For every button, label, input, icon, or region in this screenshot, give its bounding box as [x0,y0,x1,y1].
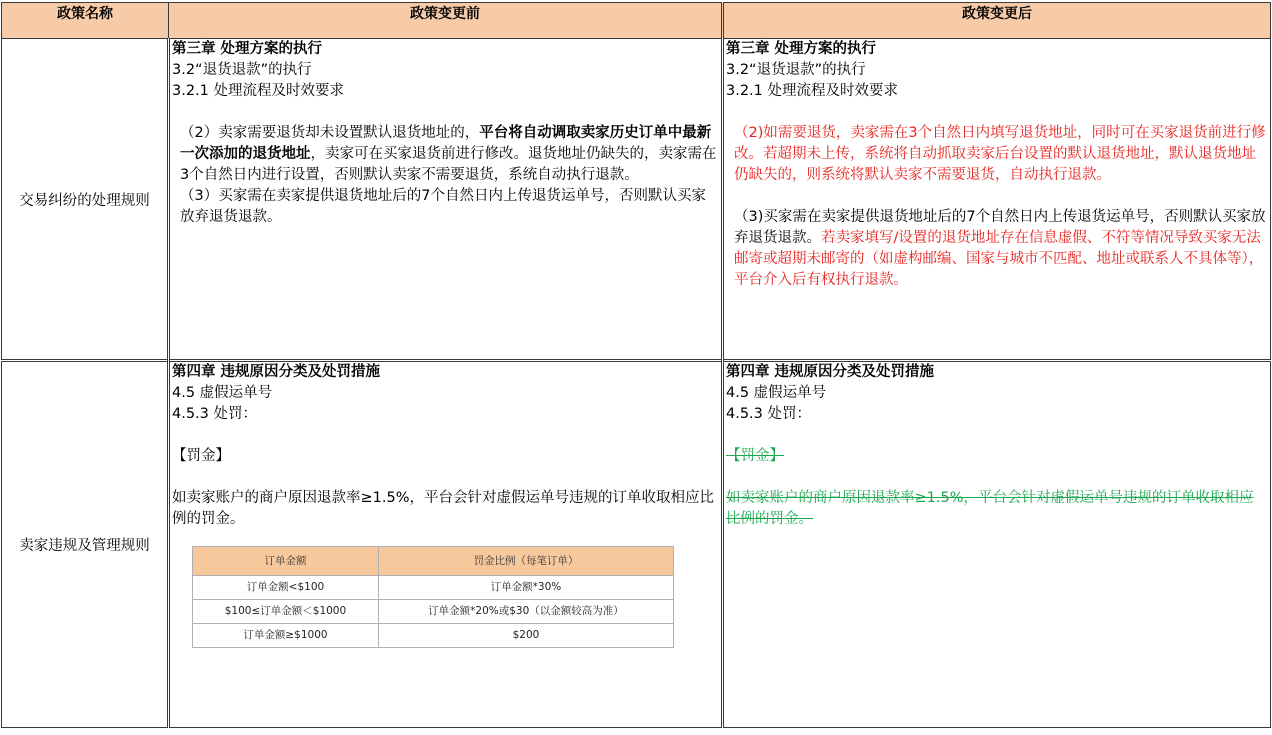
clause-3: （3）买家需在卖家提供退货地址后的7个自然日内上传退货运单号，否则默认买家放弃退货退款。 [180,188,706,225]
before-change-cell [169,361,723,728]
deleted-fine-title: 【罚金】 [726,448,784,464]
fine-title: 【罚金】 [172,448,230,464]
subsection-heading: 4.5.3 处罚： [172,406,258,422]
fine-cell-ratio: 订单金额*30% [378,576,673,600]
clause-2-revised: （2)如需要退货，卖家需在3个自然日内填写退货地址，同时可在买家退货前进行修改。若超期未上传，系统将自动抓取卖家后台设置的默认退货地址，默认退货地址仍缺失的，则系统将默认卖家不需要退货，自动执行退款。 [734,125,1266,183]
fine-header-ratio: 罚金比例（每笔订单） [378,547,673,576]
header-after-change: 政策变更后 [723,3,1271,39]
clause-2-emphasis: 平台将自动调取卖家历史订单中最新一次添加的退货地址 [180,125,712,162]
chapter-heading: 第三章 处理方案的执行 [172,41,323,57]
fine-description: 如卖家账户的商户原因退款率≥1.5%，平台会针对虚假运单号违规的订单收取相应比例的罚金。 [172,490,714,527]
fine-rate-table [192,546,674,648]
chapter-heading: 第三章 处理方案的执行 [726,41,877,57]
header-row [2,3,1271,39]
policy-name-cell: 卖家违规及管理规则 [2,361,169,728]
subsection-heading: 4.5.3 处罚： [726,406,812,422]
clause-2-text: （2）卖家需要退货却未设置默认退货地址的， [180,125,480,141]
before-change-cell [169,39,723,361]
clause-3-revised [724,207,1270,291]
fine-table-header [193,547,674,576]
policy-name-cell: 交易纠纷的处理规则 [2,39,169,361]
policy-comparison-table [1,2,1271,728]
section-heading: 3.2“退货退款”的执行 [172,62,312,78]
fine-cell-amount: 订单金额≥$1000 [193,624,379,648]
section-heading: 4.5 虚假运单号 [726,385,827,401]
fine-cell-amount: $100≤订单金额＜$1000 [193,600,379,624]
table-row [193,576,674,600]
section-heading: 3.2“退货退款”的执行 [726,62,866,78]
header-policy-name: 政策名称 [2,3,169,39]
clause-3-text: （3)买家需在卖家提供退货地址后的7个自然日内上传退货运单号，否则默认买家放弃退货退款。 [734,209,1266,246]
clause-2-text-cont: ，卖家可在买家退货前进行修改。退货地址仍缺失的，卖家需在3个自然日内进行设置，否则默认卖家不需要退货，系统自动执行退款。 [180,146,717,183]
deleted-fine-description: 如卖家账户的商户原因退款率≥1.5%，平台会针对虚假运单号违规的订单收取相应比例的罚金。 [726,490,1254,527]
after-change-cell [723,361,1271,728]
clause-3-added-text: 若卖家填写/设置的退货地址存在信息虚假、不符等情况导致买家无法邮寄或超期未邮寄的（如虚构邮编、国家与城市不匹配、地址或联系人不具体等），平台介入后有权执行退款。 [734,230,1264,288]
fine-cell-amount: 订单金额<$100 [193,576,379,600]
fine-cell-ratio: $200 [378,624,673,648]
fine-cell-ratio: 订单金额*20%或$30（以金额较高为准） [378,600,673,624]
header-before-change: 政策变更前 [169,3,723,39]
table-row [2,361,1271,728]
after-change-cell [723,39,1271,361]
subsection-heading: 3.2.1 处理流程及时效要求 [172,83,345,99]
table-row [193,624,674,648]
table-row [2,39,1271,361]
fine-header-amount: 订单金额 [193,547,379,576]
chapter-heading: 第四章 违规原因分类及处罚措施 [172,364,381,380]
table-row [193,600,674,624]
clause-2 [170,123,721,186]
chapter-heading: 第四章 违规原因分类及处罚措施 [726,364,935,380]
section-heading: 4.5 虚假运单号 [172,385,273,401]
subsection-heading: 3.2.1 处理流程及时效要求 [726,83,899,99]
